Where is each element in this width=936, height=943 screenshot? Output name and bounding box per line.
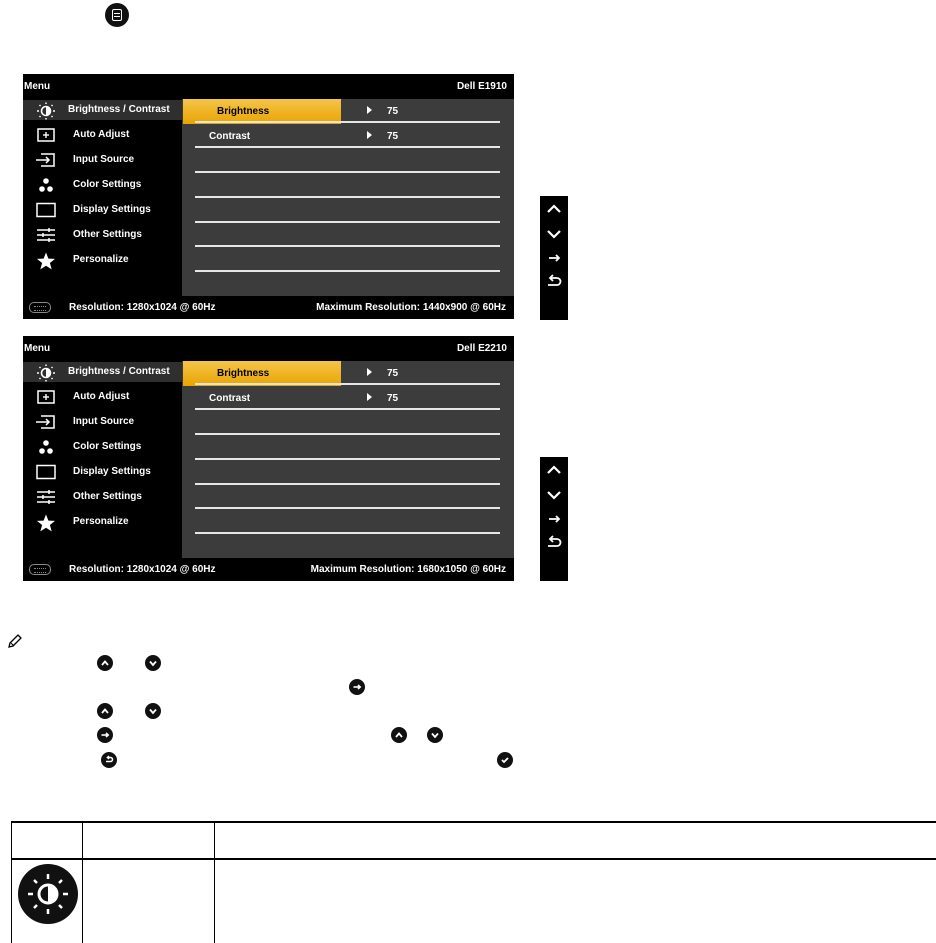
osd-menu-title: Menu: [24, 81, 51, 92]
row-divider: [195, 121, 500, 123]
max-resolution: Maximum Resolution: 1680x1050 @ 60Hz: [310, 564, 506, 575]
row-divider: [195, 433, 500, 435]
up-button-icon: [97, 703, 113, 719]
osd-item-label: Display Settings: [73, 466, 151, 477]
row-divider: [195, 408, 500, 410]
osd-row-contrast[interactable]: [195, 124, 500, 148]
table-column-divider: [214, 823, 215, 943]
osd-row-label: Contrast: [209, 131, 251, 142]
brightness-contrast-icon: [18, 864, 78, 924]
enter-button-icon: [349, 679, 365, 695]
osd-row-empty: [195, 485, 500, 509]
osd-row-empty: [195, 436, 500, 460]
front-panel-keys: [540, 196, 568, 320]
current-resolution: Resolution: 1280x1024 @ 60Hz: [69, 564, 216, 575]
osd-row-empty: [195, 199, 500, 223]
up-button-icon: [97, 655, 113, 671]
osd-item-label: Color Settings: [73, 179, 142, 190]
down-chevron-icon[interactable]: [540, 223, 568, 245]
osd-model-name: Dell E1910: [456, 81, 507, 92]
osd-header: [23, 74, 514, 99]
osd-item-label: Auto Adjust: [73, 391, 130, 402]
menu-icon: [105, 3, 129, 27]
right-arrow-icon[interactable]: [540, 247, 568, 269]
osd-item-label: Color Settings: [73, 441, 142, 452]
osd-row-label: Brightness: [217, 368, 270, 379]
note-pencil-icon: [7, 633, 23, 649]
osd-header: [23, 336, 514, 361]
up-chevron-icon[interactable]: [540, 198, 568, 220]
osd-panel-e2210: [23, 336, 514, 581]
osd-row-contrast[interactable]: [195, 386, 500, 410]
osd-content: [23, 361, 514, 558]
osd-content: [23, 99, 514, 296]
right-arrow-icon[interactable]: [540, 508, 568, 530]
osd-row-value: 75: [387, 393, 399, 404]
osd-row-empty: [195, 461, 500, 485]
row-divider: [195, 270, 500, 272]
row-divider: [195, 383, 500, 385]
enter-button-icon: [97, 727, 113, 743]
osd-item-label: Input Source: [73, 416, 135, 427]
right-triangle-icon: [367, 393, 372, 401]
row-divider: [195, 507, 500, 509]
down-button-icon: [145, 703, 161, 719]
row-divider: [195, 146, 500, 148]
osd-row-label: Contrast: [209, 393, 251, 404]
osd-item-label: Personalize: [73, 254, 129, 265]
osd-row-label: Brightness: [217, 106, 270, 117]
down-button-icon: [145, 655, 161, 671]
osd-row-empty: [195, 248, 500, 272]
max-resolution: Maximum Resolution: 1440x900 @ 60Hz: [316, 302, 506, 313]
vga-connector-icon: [29, 302, 51, 313]
current-resolution: Resolution: 1280x1024 @ 60Hz: [69, 302, 216, 313]
osd-footer: [23, 558, 514, 581]
osd-item-label: Other Settings: [73, 491, 142, 502]
osd-row-brightness[interactable]: [195, 99, 500, 123]
down-chevron-icon[interactable]: [540, 484, 568, 506]
row-divider: [195, 245, 500, 247]
osd-item-label: Personalize: [73, 516, 129, 527]
osd-item-label: Display Settings: [73, 204, 151, 215]
osd-row-empty: [195, 174, 500, 198]
row-divider: [195, 171, 500, 173]
osd-row-empty: [195, 411, 500, 435]
osd-model-name: Dell E2210: [456, 343, 507, 354]
osd-item-label: Input Source: [73, 154, 135, 165]
osd-row-value: 75: [387, 131, 399, 142]
osd-row-value: 75: [387, 368, 399, 379]
osd-row-empty: [195, 510, 500, 534]
back-return-icon[interactable]: [540, 532, 568, 554]
front-panel-keys: [540, 457, 568, 581]
table-column-divider: [82, 823, 83, 943]
back-button-icon: [101, 752, 117, 768]
down-button-icon: [427, 727, 443, 743]
osd-row-empty: [195, 223, 500, 247]
osd-row-value: 75: [387, 106, 399, 117]
back-return-icon[interactable]: [540, 271, 568, 293]
osd-item-label: Brightness / Contrast: [68, 366, 170, 377]
right-triangle-icon: [367, 368, 372, 376]
check-button-icon: [497, 752, 513, 768]
osd-menu-title: Menu: [24, 343, 51, 354]
row-divider: [195, 196, 500, 198]
osd-item-label: Brightness / Contrast: [68, 104, 170, 115]
row-divider: [195, 532, 500, 534]
up-button-icon: [391, 727, 407, 743]
up-chevron-icon[interactable]: [540, 459, 568, 481]
vga-connector-icon: [29, 564, 51, 575]
osd-item-label: Auto Adjust: [73, 129, 130, 140]
osd-item-label: Other Settings: [73, 229, 142, 240]
table-header-divider: [12, 858, 936, 860]
row-divider: [195, 458, 500, 460]
right-triangle-icon: [367, 106, 372, 114]
right-triangle-icon: [367, 131, 372, 139]
osd-panel-e1910: [23, 74, 514, 319]
menu-description-table: [11, 821, 936, 943]
osd-row-brightness[interactable]: [195, 361, 500, 385]
osd-footer: [23, 296, 514, 319]
osd-row-empty: [195, 149, 500, 173]
